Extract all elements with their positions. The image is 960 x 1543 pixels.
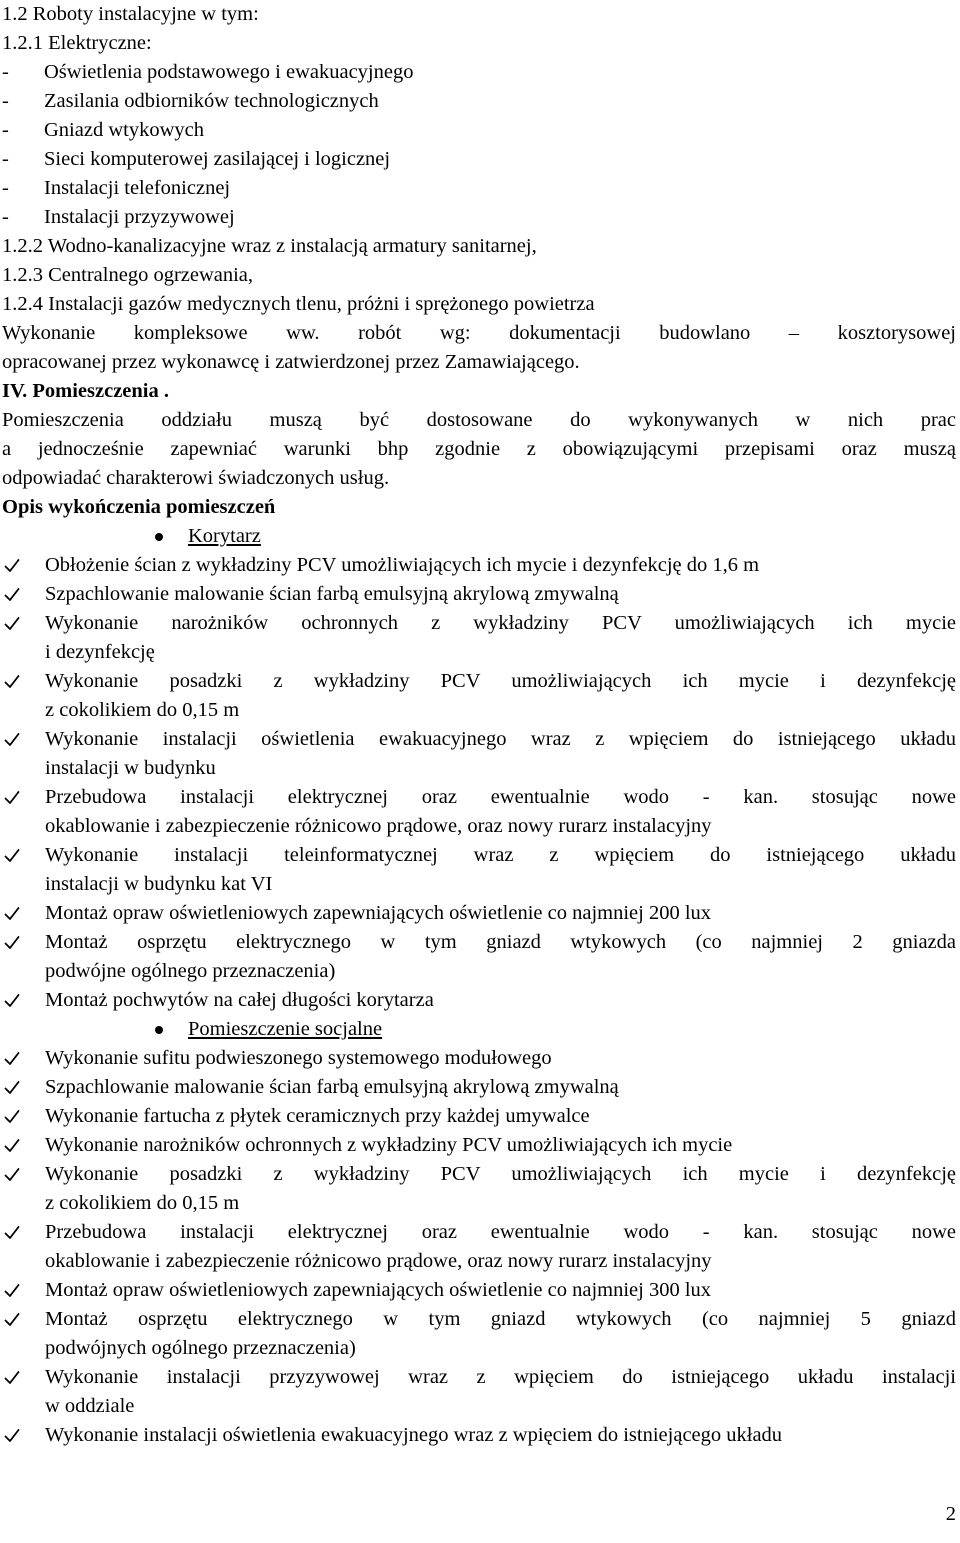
social-room-check-item-line: Wykonanie sufitu podwieszonego systemowego modułowego [45, 1047, 552, 1069]
social-room-check-item-line: w oddziale [45, 1395, 135, 1417]
corridor-check-item-text [45, 899, 956, 928]
checkmark-icon [2, 841, 45, 870]
social-room-check-item-line: Wykonanie posadzki z wykładziny PCV umożliwiających ich mycie i dezynfekcję [45, 1163, 956, 1185]
dash-marker: - [2, 90, 9, 112]
social-room-check-item-text [45, 1160, 956, 1218]
electrical-list-item [2, 58, 956, 87]
corridor-check-item-text [45, 609, 956, 667]
social-room-check-item-text [45, 1073, 956, 1102]
social-room-check-item-line: Montaż osprzętu elektrycznego w tym gniazd wtykowych (co najmniej 5 gniazd [45, 1308, 956, 1330]
checkmark-icon [2, 928, 45, 957]
bullet-dot-icon [155, 1026, 163, 1034]
social-room-check-item [2, 1276, 956, 1305]
social-room-check-item [2, 1102, 956, 1131]
social-room-checklist [2, 1044, 956, 1450]
corridor-check-item [2, 725, 956, 783]
corridor-check-item-text [45, 667, 956, 725]
corridor-heading [2, 522, 956, 551]
corridor-check-item-line: Szpachlowanie malowanie ścian farbą emulsyjną akrylową zmywalną [45, 583, 619, 605]
dash-marker: - [2, 177, 9, 199]
checkmark-icon [2, 609, 45, 638]
wykonanie-paragraph-line: Wykonanie kompleksowe ww. robót wg: dokumentacji budowlano – kosztorysowej [2, 322, 956, 344]
social-room-check-item-text [45, 1218, 956, 1276]
checkmark-icon [2, 1044, 45, 1073]
corridor-check-item [2, 580, 956, 609]
social-room-check-item [2, 1073, 956, 1102]
checkmark-icon [2, 1160, 45, 1189]
chapter-heading-iv: IV. Pomieszczenia . [2, 380, 170, 402]
social-room-check-item [2, 1305, 956, 1363]
checkmark-icon [2, 725, 45, 754]
corridor-check-item [2, 551, 956, 580]
corridor-check-item-text [45, 725, 956, 783]
social-room-check-item-line: z cokolikiem do 0,15 m [45, 1192, 240, 1214]
corridor-check-item-line: Montaż pochwytów na całej długości korytarza [45, 989, 434, 1011]
corridor-title: Korytarz [188, 525, 261, 547]
social-room-check-item-text [45, 1044, 956, 1073]
corridor-check-item-line: Wykonanie posadzki z wykładziny PCV umożliwiających ich mycie i dezynfekcję [45, 670, 956, 692]
corridor-check-item-text [45, 986, 956, 1015]
social-room-check-item-text [45, 1363, 956, 1421]
social-room-check-item-text [45, 1421, 956, 1450]
social-room-check-item-text [45, 1102, 956, 1131]
rooms-paragraph-line: odpowiadać charakterowi świadczonych usług. [2, 467, 390, 489]
electrical-list-item-text: Gniazd wtykowych [44, 119, 204, 141]
corridor-check-item [2, 899, 956, 928]
corridor-check-item-text [45, 841, 956, 899]
social-room-check-item-text [45, 1305, 956, 1363]
electrical-list-item [2, 145, 956, 174]
social-room-check-item-line: okablowanie i zabezpieczenie różnicowo prądowe, oraz nowy rurarz instalacyjny [45, 1250, 712, 1272]
corridor-check-item [2, 783, 956, 841]
social-room-check-item-line: podwójnych ogólnego przeznaczenia) [45, 1337, 356, 1359]
electrical-list-item-text: Sieci komputerowej zasilającej i logicznej [44, 148, 391, 170]
social-room-heading [2, 1015, 956, 1044]
social-room-check-item-line: Wykonanie fartucha z płytek ceramicznych przy każdej umywalce [45, 1105, 590, 1127]
social-room-check-item-text [45, 1276, 956, 1305]
corridor-checklist [2, 551, 956, 1015]
corridor-check-item [2, 928, 956, 986]
checkmark-icon [2, 1305, 45, 1334]
dash-marker: - [2, 206, 9, 228]
electrical-list-item-text: Zasilania odbiorników technologicznych [44, 90, 379, 112]
corridor-check-item-line: Wykonanie narożników ochronnych z wykładziny PCV umożliwiających ich mycie [45, 612, 956, 634]
corridor-check-item-line: okablowanie i zabezpieczenie różnicowo prądowe, oraz nowy rurarz instalacyjny [45, 815, 712, 837]
checkmark-icon [2, 1218, 45, 1247]
dash-marker: - [2, 119, 9, 141]
wykonanie-paragraph-line: opracowanej przez wykonawcę i zatwierdzonej przez Zamawiającego. [2, 351, 580, 373]
corridor-check-item-text [45, 928, 956, 986]
corridor-check-item-line: Obłożenie ścian z wykładziny PCV umożliwiających ich mycie i dezynfekcję do 1,6 m [45, 554, 760, 576]
social-room-check-item-line: Wykonanie narożników ochronnych z wykładziny PCV umożliwiających ich mycie [45, 1134, 733, 1156]
corridor-check-item [2, 609, 956, 667]
social-room-check-item [2, 1131, 956, 1160]
social-room-check-item-line: Wykonanie instalacji przyzywowej wraz z wpięciem do istniejącego układu instalacji [45, 1366, 956, 1388]
checkmark-icon [2, 580, 45, 609]
social-room-check-item-line: Szpachlowanie malowanie ścian farbą emulsyjną akrylową zmywalną [45, 1076, 619, 1098]
finishing-description-heading: Opis wykończenia pomieszczeń [2, 496, 276, 518]
bullet-dot-icon [155, 533, 163, 541]
corridor-check-item [2, 986, 956, 1015]
checkmark-icon [2, 986, 45, 1015]
social-room-check-item-line: Montaż opraw oświetleniowych zapewniających oświetlenie co najmniej 300 lux [45, 1279, 712, 1301]
section-heading-1-2: 1.2 Roboty instalacyjne w tym: [2, 3, 259, 25]
section-heading-1-2-1: 1.2.1 Elektryczne: [2, 32, 152, 54]
corridor-check-item-line: Przebudowa instalacji elektrycznej oraz ewentualnie wodo - kan. stosując nowe [45, 786, 956, 808]
checkmark-icon [2, 899, 45, 928]
corridor-check-item-line: Wykonanie instalacji teleinformatycznej wraz z wpięciem do istniejącego układu [45, 844, 956, 866]
checkmark-icon [2, 551, 45, 580]
checkmark-icon [2, 1073, 45, 1102]
document-page [2, 0, 956, 1450]
checkmark-icon [2, 667, 45, 696]
social-room-title: Pomieszczenie socjalne [188, 1018, 383, 1040]
section-heading-1-2-3: 1.2.3 Centralnego ogrzewania, [2, 264, 254, 286]
corridor-check-item-line: Montaż osprzętu elektrycznego w tym gniazd wtykowych (co najmniej 2 gniazda [45, 931, 956, 953]
page-number: 2 [945, 1503, 956, 1525]
rooms-paragraph-line: a jednocześnie zapewniać warunki bhp zgodnie z obowiązującymi przepisami oraz muszą [2, 438, 956, 460]
dash-marker: - [2, 148, 9, 170]
rooms-paragraph-line: Pomieszczenia oddziału muszą być dostosowane do wykonywanych w nich prac [2, 409, 956, 431]
checkmark-icon [2, 1363, 45, 1392]
checkmark-icon [2, 783, 45, 812]
corridor-check-item-text [45, 580, 956, 609]
social-room-check-item-line: Wykonanie instalacji oświetlenia ewakuacyjnego wraz z wpięciem do istniejącego układu [45, 1424, 783, 1446]
social-room-check-item [2, 1160, 956, 1218]
section-heading-1-2-4: 1.2.4 Instalacji gazów medycznych tlenu, próżni i sprężonego powietrza [2, 293, 595, 315]
corridor-check-item-line: podwójne ogólnego przeznaczenia) [45, 960, 336, 982]
electrical-list-item [2, 87, 956, 116]
checkmark-icon [2, 1421, 45, 1450]
corridor-check-item-line: instalacji w budynku [45, 757, 216, 779]
electrical-list-item-text: Instalacji przyzywowej [44, 206, 235, 228]
social-room-check-item [2, 1363, 956, 1421]
corridor-check-item-text [45, 783, 956, 841]
electrical-list-item [2, 174, 956, 203]
electrical-list-item-text: Instalacji telefonicznej [44, 177, 231, 199]
corridor-check-item-line: Wykonanie instalacji oświetlenia ewakuacyjnego wraz z wpięciem do istniejącego układu [45, 728, 956, 750]
checkmark-icon [2, 1102, 45, 1131]
corridor-check-item-line: z cokolikiem do 0,15 m [45, 699, 240, 721]
corridor-check-item [2, 667, 956, 725]
checkmark-icon [2, 1276, 45, 1305]
electrical-list-item [2, 203, 956, 232]
social-room-check-item [2, 1421, 956, 1450]
corridor-check-item-line: i dezynfekcję [45, 641, 155, 663]
social-room-check-item-text [45, 1131, 956, 1160]
checkmark-icon [2, 1131, 45, 1160]
social-room-check-item [2, 1044, 956, 1073]
section-heading-1-2-2: 1.2.2 Wodno-kanalizacyjne wraz z instalacją armatury sanitarnej, [2, 235, 537, 257]
corridor-check-item [2, 841, 956, 899]
social-room-check-item-line: Przebudowa instalacji elektrycznej oraz ewentualnie wodo - kan. stosując nowe [45, 1221, 956, 1243]
dash-marker: - [2, 61, 9, 83]
social-room-check-item [2, 1218, 956, 1276]
corridor-check-item-line: Montaż opraw oświetleniowych zapewniających oświetlenie co najmniej 200 lux [45, 902, 712, 924]
corridor-check-item-text [45, 551, 956, 580]
electrical-list [2, 58, 956, 232]
electrical-list-item [2, 116, 956, 145]
electrical-list-item-text: Oświetlenia podstawowego i ewakuacyjnego [44, 61, 414, 83]
corridor-check-item-line: instalacji w budynku kat VI [45, 873, 273, 895]
